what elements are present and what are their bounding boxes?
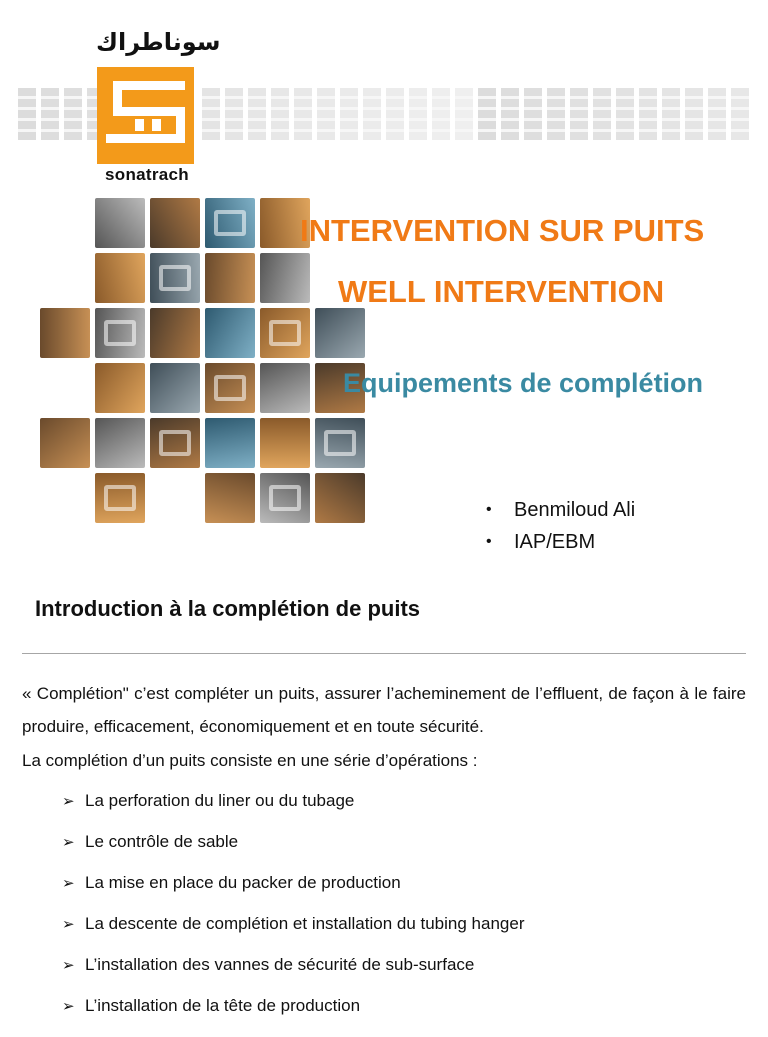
pattern-block [248, 88, 266, 140]
list-item-text: La mise en place du packer de production [85, 873, 401, 892]
photo-tile [205, 363, 255, 413]
logo-watermark-icon [324, 430, 356, 456]
pattern-block [570, 88, 588, 140]
list-item [62, 873, 524, 914]
sonatrach-logo-icon [97, 67, 194, 164]
photo-tile [95, 308, 145, 358]
pattern-block [340, 88, 358, 140]
photo-tile [150, 418, 200, 468]
pattern-block [455, 88, 473, 140]
pattern-block [708, 88, 726, 140]
photo-tile [40, 308, 90, 358]
logo-watermark-icon [104, 485, 136, 511]
logo-wordmark: sonatrach [105, 165, 189, 184]
section-heading: Introduction à la complétion de puits [35, 596, 421, 621]
photo-tile [315, 473, 365, 523]
pattern-block [662, 88, 680, 140]
pattern-block [202, 88, 220, 140]
arrow-bullet-icon: ➢ [62, 916, 75, 933]
logo-watermark-icon [104, 320, 136, 346]
author-department: IAP/EBM [514, 530, 596, 553]
arrow-bullet-icon: ➢ [62, 998, 75, 1015]
photo-tile [315, 418, 365, 468]
operations-intro: La complétion d’un puits consiste en une série d’opérations : [22, 751, 478, 770]
photo-tile [95, 418, 145, 468]
logo-watermark-icon [159, 430, 191, 456]
arrow-bullet-icon: ➢ [62, 957, 75, 974]
photo-tile [205, 418, 255, 468]
list-item [62, 791, 524, 832]
arrow-bullet-icon: ➢ [62, 834, 75, 851]
pattern-block [41, 88, 59, 140]
pattern-block [524, 88, 542, 140]
list-item-text: La perforation du liner ou du tubage [85, 791, 355, 810]
title-french: INTERVENTION SUR PUITS [300, 213, 705, 248]
list-item-text: L’installation des vannes de sécurité de sub-surface [85, 955, 475, 974]
photo-tile [150, 308, 200, 358]
logo-watermark-icon [214, 210, 246, 236]
logo-watermark-icon [269, 485, 301, 511]
bullet-icon: • [486, 501, 492, 518]
author-list [486, 494, 635, 558]
photo-tile [260, 363, 310, 413]
pattern-block [685, 88, 703, 140]
pattern-block [64, 88, 82, 140]
divider [22, 653, 746, 654]
pattern-block [501, 88, 519, 140]
pattern-block [294, 88, 312, 140]
list-item-text: L’installation de la tête de production [85, 996, 361, 1015]
pattern-block [432, 88, 450, 140]
pattern-block [731, 88, 749, 140]
pattern-block [593, 88, 611, 140]
pattern-block [616, 88, 634, 140]
pattern-block [225, 88, 243, 140]
bullet-icon: • [486, 533, 492, 550]
photo-tile [150, 253, 200, 303]
logo-watermark-icon [159, 265, 191, 291]
pattern-block [639, 88, 657, 140]
author-name: Benmiloud Ali [514, 498, 636, 521]
photo-tile [150, 363, 200, 413]
list-item-text: Le contrôle de sable [85, 832, 239, 851]
pattern-block [317, 88, 335, 140]
list-item [62, 955, 524, 996]
photo-tile [95, 198, 145, 248]
list-item-text: La descente de complétion et installation du tubing hanger [85, 914, 525, 933]
photo-tile [260, 308, 310, 358]
pattern-block [18, 88, 36, 140]
list-item [62, 996, 524, 1037]
photo-tile [260, 253, 310, 303]
pattern-block [363, 88, 381, 140]
photo-tile [260, 473, 310, 523]
logo-arabic-text: سوناطراك [96, 28, 221, 56]
photo-tile [260, 418, 310, 468]
title-english: WELL INTERVENTION [338, 274, 665, 309]
photo-tile [150, 198, 200, 248]
logo-watermark-icon [214, 375, 246, 401]
photo-tile [205, 198, 255, 248]
photo-tile [95, 253, 145, 303]
pattern-block [478, 88, 496, 140]
author-item [486, 526, 635, 558]
photo-tile [315, 308, 365, 358]
photo-tile [205, 253, 255, 303]
list-item [62, 832, 524, 873]
arrow-bullet-icon: ➢ [62, 875, 75, 892]
list-item [62, 914, 524, 955]
subtitle: Equipements de complétion [343, 368, 704, 398]
photo-tile [95, 473, 145, 523]
pattern-block [409, 88, 427, 140]
pattern-block [271, 88, 289, 140]
logo-watermark-icon [269, 320, 301, 346]
photo-tile [95, 363, 145, 413]
arrow-bullet-icon: ➢ [62, 793, 75, 810]
operations-list [62, 791, 524, 1037]
pattern-block [547, 88, 565, 140]
pattern-block [386, 88, 404, 140]
photo-tile [205, 473, 255, 523]
author-item [486, 494, 635, 526]
photo-tile [40, 418, 90, 468]
photo-tile [205, 308, 255, 358]
definition-paragraph: « Complétion" c’est compléter un puits, assurer l’acheminement de l’effluent, de façon à le faire produire, efficacement, économiquement et en toute sécurité. [22, 684, 746, 736]
